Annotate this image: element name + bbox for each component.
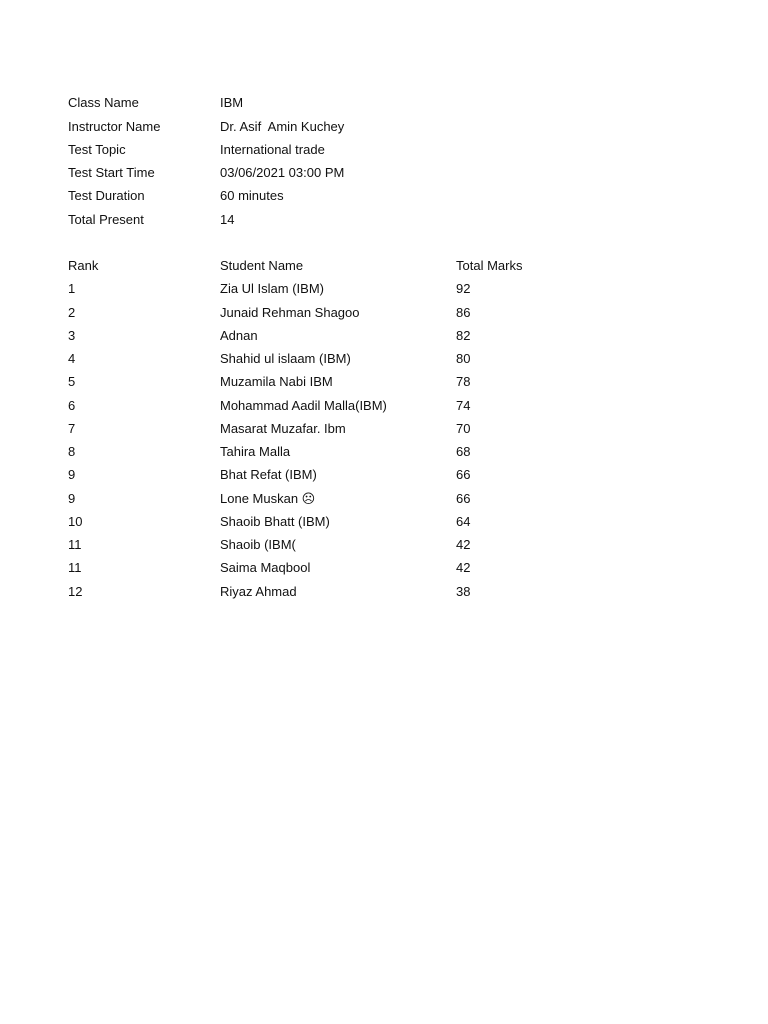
table-row	[0, 349, 768, 369]
rank-cell: 7	[68, 421, 76, 436]
table-row	[0, 465, 768, 485]
rank-cell: 6	[68, 398, 76, 413]
info-label: Test Duration	[68, 188, 145, 203]
rank-header: Rank	[68, 258, 99, 273]
student-name-cell: Zia Ul Islam (IBM)	[220, 281, 324, 296]
info-row-class-name	[0, 93, 768, 113]
info-label: Instructor Name	[68, 119, 161, 134]
student-name-cell: Riyaz Ahmad	[220, 584, 297, 599]
student-name-cell: Shaoib (IBM(	[220, 537, 296, 552]
info-label: Test Start Time	[68, 165, 155, 180]
info-value: 14	[220, 212, 235, 227]
table-row	[0, 582, 768, 602]
total-marks-cell: 42	[456, 537, 471, 552]
info-value: 60 minutes	[220, 188, 284, 203]
info-row-total-present	[0, 210, 768, 230]
total-marks-header: Total Marks	[456, 258, 523, 273]
rank-cell: 9	[68, 467, 76, 482]
rank-cell: 9	[68, 491, 76, 506]
info-row-instructor-name	[0, 117, 768, 137]
student-name-cell: Tahira Malla	[220, 444, 291, 459]
rank-cell: 8	[68, 444, 76, 459]
student-name-cell: Shahid ul islaam (IBM)	[220, 351, 351, 366]
table-row	[0, 419, 768, 439]
total-marks-cell: 66	[456, 467, 471, 482]
total-marks-cell: 82	[456, 328, 471, 343]
table-row	[0, 489, 768, 509]
info-label: Total Present	[68, 212, 144, 227]
table-row	[0, 279, 768, 299]
student-name-cell: Junaid Rehman Shagoo	[220, 305, 360, 320]
info-row-test-start-time	[0, 163, 768, 183]
total-marks-cell: 38	[456, 584, 471, 599]
total-marks-cell: 64	[456, 514, 471, 529]
rank-cell: 4	[68, 351, 76, 366]
info-row-test-topic	[0, 140, 768, 160]
rank-cell: 11	[68, 537, 82, 552]
student-name-cell: Lone Muskan ☹	[220, 491, 316, 506]
table-header-row	[0, 256, 768, 276]
info-label: Class Name	[68, 95, 139, 110]
table-row	[0, 303, 768, 323]
total-marks-cell: 74	[456, 398, 471, 413]
table-row	[0, 442, 768, 462]
student-name-header: Student Name	[220, 258, 304, 273]
rank-cell: 5	[68, 374, 76, 389]
total-marks-cell: 66	[456, 491, 471, 506]
table-row	[0, 326, 768, 346]
total-marks-cell: 80	[456, 351, 471, 366]
rank-cell: 1	[68, 281, 76, 296]
info-value: Dr. Asif Amin Kuchey	[220, 119, 345, 134]
total-marks-cell: 70	[456, 421, 471, 436]
total-marks-cell: 86	[456, 305, 471, 320]
rank-cell: 2	[68, 305, 76, 320]
table-row	[0, 558, 768, 578]
rank-cell: 3	[68, 328, 76, 343]
rank-cell: 11	[68, 560, 82, 575]
student-name-cell: Masarat Muzafar. Ibm	[220, 421, 346, 436]
student-name-cell: Muzamila Nabi IBM	[220, 374, 333, 389]
info-value: 03/06/2021 03:00 PM	[220, 165, 345, 180]
info-value: IBM	[220, 95, 244, 110]
total-marks-cell: 92	[456, 281, 471, 296]
student-name-cell: Adnan	[220, 328, 258, 343]
rank-cell: 12	[68, 584, 83, 599]
student-name-cell: Bhat Refat (IBM)	[220, 467, 317, 482]
table-row	[0, 512, 768, 532]
info-label: Test Topic	[68, 142, 126, 157]
student-name-cell: Saima Maqbool	[220, 560, 311, 575]
table-row	[0, 396, 768, 416]
info-value: International trade	[220, 142, 325, 157]
table-row	[0, 372, 768, 392]
table-row	[0, 535, 768, 555]
student-name-cell: Shaoib Bhatt (IBM)	[220, 514, 330, 529]
student-name-cell: Mohammad Aadil Malla(IBM)	[220, 398, 387, 413]
total-marks-cell: 78	[456, 374, 471, 389]
total-marks-cell: 42	[456, 560, 471, 575]
rank-cell: 10	[68, 514, 83, 529]
info-row-test-duration	[0, 186, 768, 206]
total-marks-cell: 68	[456, 444, 471, 459]
